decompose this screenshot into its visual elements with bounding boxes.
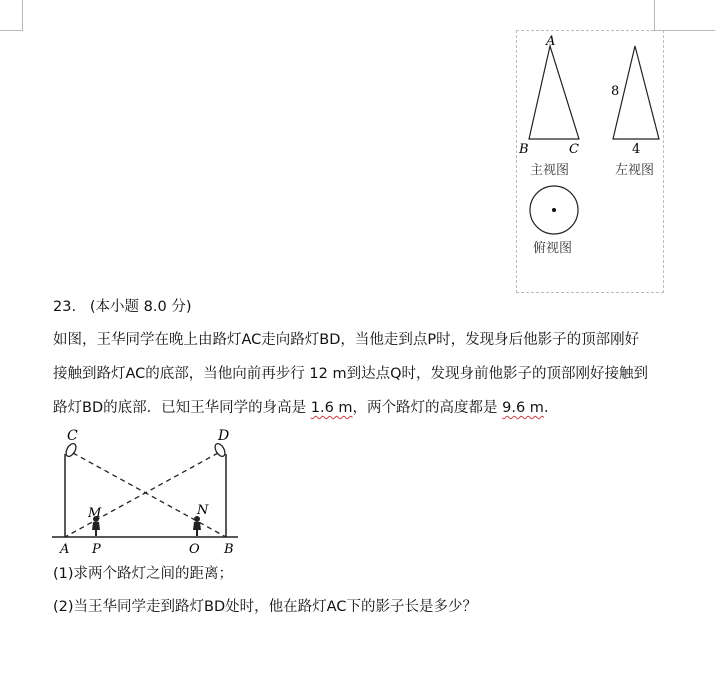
side-view [611,46,659,178]
sub-question-2: (2)当王华同学走到路灯BD处时，他在路灯AC下的影子长是多少？ [53,599,477,615]
lamp-head-D [213,442,227,458]
front-view-triangle [529,46,579,139]
top-view [530,186,578,256]
label-B: B [519,142,529,157]
label-D: D [218,428,230,444]
side-view-caption: 左视图 [615,163,655,178]
sub-question-1: (1)求两个路灯之间的距离； [53,566,234,582]
label-B: B [224,542,234,557]
side-width-label: 4 [632,142,641,157]
para3-middle: ，两个路灯的高度都是 [352,400,503,416]
label-A: A [546,34,556,49]
label-A: A [60,542,70,557]
side-height-label: 8 [611,84,620,99]
front-view [518,34,579,178]
label-N: N [197,503,209,518]
street-lamp-diagram [50,424,250,558]
lamp-height-value: 9.6 m [502,400,544,416]
question-paragraph-3 [53,398,558,418]
question-paragraph-1: 如图，王华同学在晚上由路灯AC走向路灯BD，当他走到点P时，发现身后他影子的顶部刚好 [53,332,640,348]
front-view-caption: 主视图 [530,163,570,178]
question-number: 23. [53,299,77,315]
top-view-caption: 俯视图 [533,241,573,256]
person-height-value: 1.6 m [310,400,353,416]
para3-prefix: 路灯BD的底部．已知王华同学的身高是 [53,400,311,416]
page-corner-mark-right [654,0,715,31]
label-C: C [569,142,579,157]
question-points: (本小题 8.0 分) [89,299,192,315]
label-P: P [92,542,101,557]
label-M: M [88,506,102,521]
question-header [53,297,191,317]
top-view-center-dot [552,208,556,212]
three-views-drawing [517,31,663,292]
label-C: C [67,428,78,444]
page-corner-mark-left [0,0,23,31]
three-views-figure [516,30,664,293]
lamp-head-C [64,442,78,458]
question-paragraph-2: 接触到路灯AC的底部，当他向前再步行 12 m到达点Q时，发现身前他影子的顶部刚好接触到 [53,366,648,382]
person-at-O [193,516,201,536]
label-O: O [189,542,200,557]
side-view-triangle [613,46,659,139]
para3-suffix: ． [543,400,559,416]
